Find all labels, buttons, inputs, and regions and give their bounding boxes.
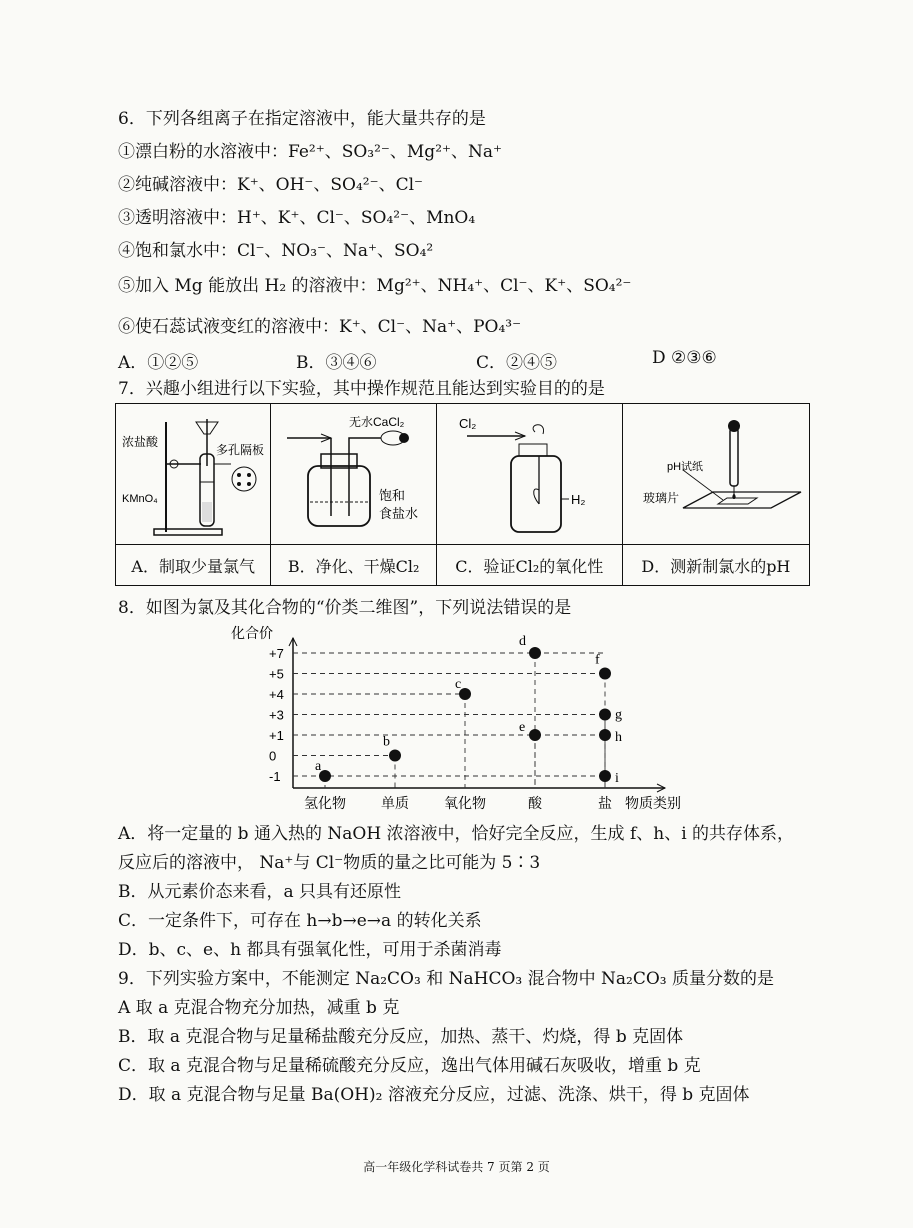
valence-class-chart — [225, 622, 725, 812]
point-label-i: i — [615, 771, 619, 786]
q6-item-1: ①漂白粉的水溶液中：Fe²⁺、SO₃²⁻、Mg²⁺、Na⁺ — [118, 142, 502, 162]
q6-option-a: A．①②⑤ — [118, 353, 199, 373]
x-tick-label: 酸 — [528, 795, 542, 811]
y-tick-label: +1 — [269, 728, 284, 743]
q8-option-d: D．b、c、e、h 都具有强氧化性，可用于杀菌消毒 — [118, 940, 502, 960]
y-tick-label: -1 — [269, 769, 281, 784]
label-anhydrous-cacl2: 无水CaCl₂ — [349, 415, 405, 429]
point-label-e: e — [519, 720, 526, 735]
label-brine: 食盐水 — [379, 506, 419, 521]
q7-caption-c: C．验证Cl₂的氧化性 — [436, 545, 622, 586]
q7-experiment-table — [115, 403, 810, 586]
point-i — [599, 770, 611, 782]
x-tick-label: 单质 — [381, 795, 409, 811]
y-tick-label: 0 — [269, 748, 277, 764]
q9-option-b: B．取 a 克混合物与足量稀盐酸充分反应，加热、蒸干、灼烧，得 b 克固体 — [118, 1027, 684, 1047]
q6-item-2: ②纯碱溶液中：K⁺、OH⁻、SO₄²⁻、Cl⁻ — [118, 175, 424, 195]
q7-caption-d: D．测新制氯水的pH — [622, 545, 809, 586]
label-ph-paper: pH试纸 — [666, 461, 703, 473]
q6-option-d: D ②③⑥ — [652, 348, 717, 368]
point-label-c: c — [455, 677, 462, 692]
point-label-h: h — [615, 730, 622, 745]
q6-item-3: ③透明溶液中：H⁺、K⁺、Cl⁻、SO₄²⁻、MnO₄ — [118, 208, 476, 228]
label-kmno4: KMnO₄ — [122, 493, 158, 505]
point-b — [389, 750, 401, 762]
label-cl2: Cl₂ — [458, 416, 477, 431]
point-g — [599, 709, 611, 721]
q7-figure-c — [436, 404, 622, 545]
y-tick-label: +4 — [269, 687, 284, 702]
point-h — [599, 729, 611, 741]
y-axis-title: 化合价 — [231, 625, 273, 641]
q7-stem: 7．兴趣小组进行以下实验，其中操作规范且能达到实验目的的是 — [118, 379, 605, 399]
label-glass-slide: 玻璃片 — [642, 491, 679, 505]
label-conc-hcl: 浓盐酸 — [122, 435, 159, 449]
q7-figure-d — [622, 404, 809, 545]
q8-option-b: B．从元素价态来看，a 只具有还原性 — [118, 882, 402, 902]
apparatus-b-diagram — [271, 404, 431, 544]
page-footer: 高一年级化学科试卷共 7 页第 2 页 — [363, 1160, 550, 1174]
q8-stem: 8．如图为氯及其化合物的“价类二维图”，下列说法错误的是 — [118, 598, 572, 618]
point-e — [529, 729, 541, 741]
q6-item-6: ⑥使石蕊试液变红的溶液中：K⁺、Cl⁻、Na⁺、PO₄³⁻ — [118, 317, 522, 337]
label-saturated: 饱和 — [379, 488, 406, 503]
q9-stem: 9．下列实验方案中，不能测定 Na₂CO₃ 和 NaHCO₃ 混合物中 Na₂CO₃ 质量分数的是 — [118, 969, 775, 989]
q8-option-a-cont: 反应后的溶液中， Na⁺与 Cl⁻物质的量之比可能为 5∶3 — [118, 853, 541, 873]
y-tick-label: +5 — [269, 666, 284, 682]
point-f — [599, 668, 611, 680]
q7-caption-a: A．制取少量氯气 — [116, 545, 271, 586]
apparatus-d-diagram — [623, 404, 808, 544]
x-tick-label: 盐 — [598, 795, 612, 811]
point-label-f: f — [595, 652, 600, 668]
q8-option-a: A．将一定量的 b 通入热的 NaOH 浓溶液中，恰好完全反应，生成 f、h、i 的共存体系， — [118, 824, 795, 844]
q6-option-c: C．②④⑤ — [476, 353, 558, 373]
point-label-a: a — [315, 759, 322, 774]
point-d — [529, 647, 541, 659]
apparatus-a-diagram — [116, 404, 284, 544]
y-tick-label: +7 — [269, 646, 284, 661]
apparatus-c-diagram — [437, 404, 617, 544]
q6-item-4: ④饱和氯水中：Cl⁻、NO₃⁻、Na⁺、SO₄² — [118, 241, 434, 261]
y-tick-label: +3 — [269, 707, 284, 723]
label-porous-plate: 多孔隔板 — [216, 443, 265, 457]
point-label-g: g — [615, 707, 622, 723]
label-h2: H₂ — [570, 492, 586, 507]
x-tick-label: 氧化物 — [444, 795, 486, 811]
q6-stem: 6．下列各组离子在指定溶液中，能大量共存的是 — [118, 109, 486, 129]
x-axis-title: 物质类别 — [625, 795, 681, 811]
point-label-b: b — [383, 734, 390, 750]
q6-item-5: ⑤加入 Mg 能放出 H₂ 的溶液中：Mg²⁺、NH₄⁺、Cl⁻、K⁺、SO₄²⁻ — [118, 276, 632, 296]
x-tick-label: 氢化物 — [304, 795, 346, 811]
q7-figure-b — [271, 404, 436, 545]
q9-option-a: A 取 a 克混合物充分加热，减重 b 克 — [118, 998, 400, 1018]
q6-option-b: B．③④⑥ — [296, 353, 377, 373]
q9-option-c: C．取 a 克混合物与足量稀硫酸充分反应，逸出气体用碱石灰吸收，增重 b 克 — [118, 1056, 701, 1076]
q9-option-d: D．取 a 克混合物与足量 Ba(OH)₂ 溶液充分反应，过滤、洗涤、烘干，得 b 克固体 — [118, 1085, 750, 1105]
q7-figure-a — [116, 404, 271, 545]
q7-caption-b: B．净化、干燥Cl₂ — [271, 545, 436, 586]
point-label-d: d — [519, 634, 526, 649]
q8-option-c: C．一定条件下，可存在 h→b→e→a 的转化关系 — [118, 911, 482, 931]
